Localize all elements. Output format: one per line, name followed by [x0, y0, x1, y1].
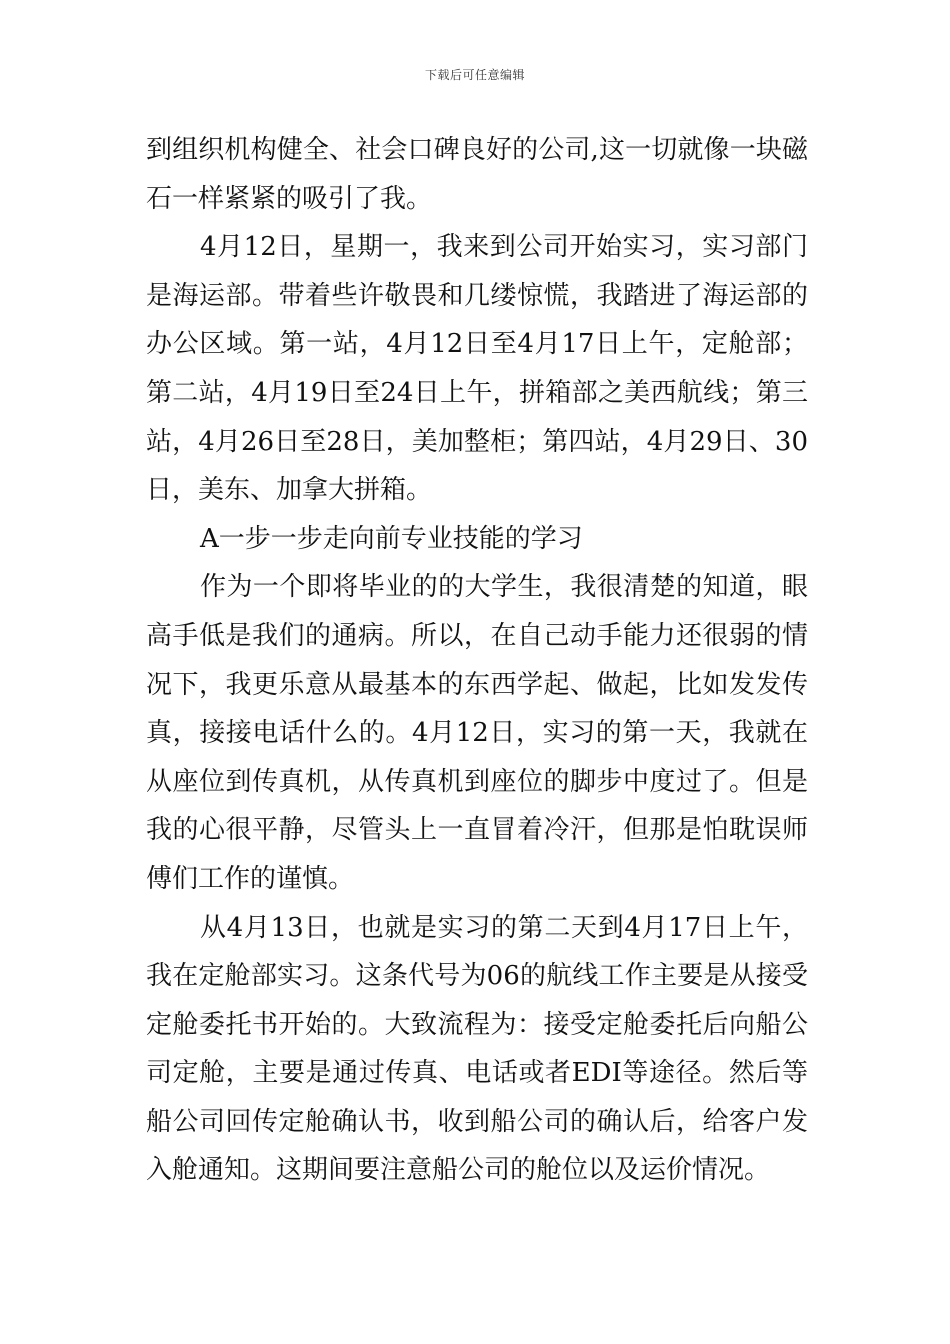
paragraph-1: 到组织机构健全、社会口碑良好的公司,这一切就像一块磁石一样紧紧的吸引了我。 [146, 135, 808, 214]
section-heading: A一步一步走向前专业技能的学习 [200, 523, 583, 554]
paragraph-3: 作为一个即将毕业的的大学生，我很清楚的知道，眼高手低是我们的通病。所以，在自己动手能力还很弱的情况下，我更乐意从最基本的东西学起、做起，比如发发传真，接接电话什么的。4月12日，实习的第一天，我就在从座位到传真机，从传真机到座位的脚步中度过了。但是我的心很平静，尽管头上一直冒着冷汗，但那是怕耽误师傅们工作的谨慎。 [146, 572, 808, 894]
document-body [146, 126, 808, 1195]
paragraph-2: 4月12日，星期一，我来到公司开始实习，实习部门是海运部。带着些许敬畏和几缕惊慌，我踏进了海运部的办公区域。第一站，4月12日至4月17日上午，定舱部；第二站，4月19日至24日上午，拼箱部之美西航线；第三站，4月26日至28日，美加整柜；第四站，4月29日、30日，美东、加拿大拼箱。 [146, 232, 808, 506]
paragraph-4: 从4月13日，也就是实习的第二天到4月17日上午，我在定舱部实习。这条代号为06的航线工作主要是从接受定舱委托书开始的。大致流程为：接受定舱委托后向船公司定舱，主要是通过传真、电话或者EDI等途径。然后等船公司回传定舱确认书，收到船公司的确认后，给客户发入舱通知。这期间要注意船公司的舱位以及运价情况。 [146, 912, 808, 1186]
page-header: 下载后可任意编辑 [424, 68, 525, 82]
